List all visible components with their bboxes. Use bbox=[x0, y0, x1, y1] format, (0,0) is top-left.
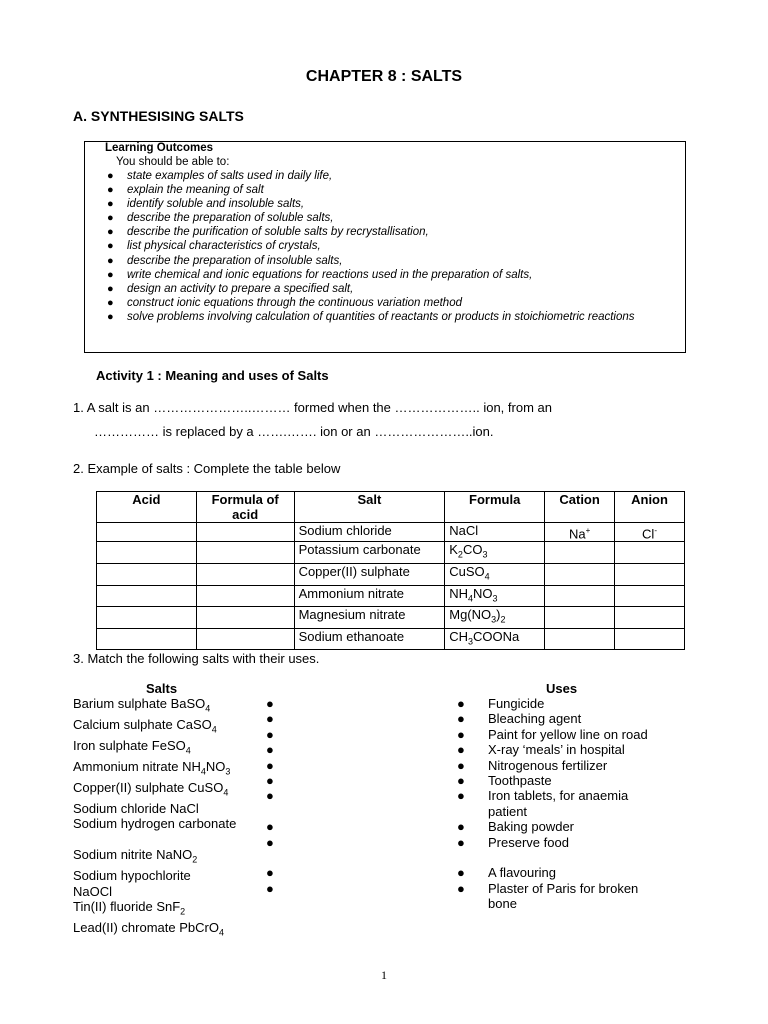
question-1-line-1: 1. A salt is an …………………..……… formed when the ……………….. ion, from an bbox=[73, 400, 552, 415]
acid-formula-cell[interactable] bbox=[196, 523, 294, 542]
match-dot-icon[interactable]: ● bbox=[266, 865, 274, 881]
salt-cell: Sodium chloride bbox=[294, 523, 445, 542]
match-dot-icon[interactable]: ● bbox=[457, 819, 465, 835]
spacer bbox=[73, 832, 236, 847]
salt-cell: Ammonium nitrate bbox=[294, 585, 445, 607]
match-dot-icon[interactable]: ● bbox=[266, 757, 274, 773]
cation-cell[interactable] bbox=[545, 607, 615, 629]
cation-cell[interactable] bbox=[545, 542, 615, 564]
acid-formula-cell[interactable] bbox=[196, 628, 294, 650]
match-dot-icon[interactable]: ● bbox=[266, 788, 274, 804]
table-row bbox=[97, 585, 685, 607]
formula-cell: $NH_4NO_3$ bbox=[445, 585, 545, 607]
table-row bbox=[97, 607, 685, 629]
match-dot-icon[interactable]: ● bbox=[266, 711, 274, 727]
page-title: CHAPTER 8 : SALTS bbox=[305, 68, 463, 85]
match-dot-icon[interactable]: ● bbox=[457, 834, 465, 850]
match-dot-icon[interactable]: ● bbox=[266, 880, 274, 896]
cation-cell[interactable] bbox=[545, 628, 615, 650]
learning-outcome-item: ● describe the preparation of soluble salts, bbox=[107, 212, 334, 225]
learning-outcomes-intro: You should be able to: bbox=[116, 156, 230, 168]
match-dot-icon[interactable]: ● bbox=[266, 726, 274, 742]
acid-cell[interactable] bbox=[97, 585, 197, 607]
match-dot-icon[interactable]: ● bbox=[457, 757, 465, 773]
anion-cell[interactable] bbox=[615, 563, 685, 585]
salt-item: Iron sulphate FeSO$_4$ bbox=[73, 738, 191, 756]
salt-item: Sodium hydrogen carbonate bbox=[73, 816, 237, 832]
salt-item-continued: NaOCl bbox=[73, 883, 113, 899]
table-row bbox=[97, 628, 685, 650]
match-dot-icon[interactable]: ● bbox=[266, 773, 274, 789]
header-acid: Acid bbox=[97, 492, 197, 523]
use-item: Paint for yellow line on road bbox=[488, 726, 648, 742]
match-dot-icon[interactable]: ● bbox=[457, 880, 465, 896]
match-dot-icon[interactable]: ● bbox=[266, 742, 274, 758]
match-dot-icon[interactable]: ● bbox=[457, 788, 465, 804]
salt-cell: Sodium ethanoate bbox=[294, 628, 445, 650]
use-item-continued: bone bbox=[488, 896, 517, 912]
match-dot-icon[interactable]: ● bbox=[457, 696, 465, 711]
bullet-icon: ● bbox=[107, 254, 114, 267]
bullet-icon: ● bbox=[107, 198, 114, 211]
learning-outcome-item: ● explain the meaning of salt bbox=[107, 184, 264, 197]
learning-outcome-item: ● list physical characteristics of crystals, bbox=[107, 240, 321, 253]
salts-heading: Salts bbox=[146, 681, 178, 696]
learning-outcome-item: ● construct ionic equations through the continuous variation method bbox=[107, 296, 462, 309]
table-row bbox=[97, 563, 685, 585]
use-item: Fungicide bbox=[488, 696, 545, 711]
use-item: A flavouring bbox=[488, 865, 556, 881]
header-anion: Anion bbox=[615, 492, 685, 523]
header-acid-formula: Formula of acid bbox=[196, 492, 294, 523]
salt-item: Barium sulphate BaSO$_4$ bbox=[73, 696, 211, 714]
bullet-icon: ● bbox=[107, 310, 114, 323]
match-dot-icon[interactable]: ● bbox=[457, 865, 465, 881]
use-item-continued: patient bbox=[488, 803, 528, 819]
match-dot-icon[interactable]: ● bbox=[457, 742, 465, 758]
page-number: 1 bbox=[381, 968, 387, 982]
acid-cell[interactable] bbox=[97, 523, 197, 542]
header-salt: Salt bbox=[294, 492, 445, 523]
acid-formula-cell[interactable] bbox=[196, 563, 294, 585]
uses-list bbox=[488, 696, 648, 912]
acid-formula-cell[interactable] bbox=[196, 607, 294, 629]
use-item: Nitrogenous fertilizer bbox=[488, 757, 608, 773]
anion-cell[interactable] bbox=[615, 607, 685, 629]
learning-outcomes-heading: Learning Outcomes bbox=[105, 142, 213, 154]
learning-outcome-item: ● design an activity to prepare a specified salt, bbox=[107, 282, 354, 295]
acid-cell[interactable] bbox=[97, 628, 197, 650]
match-dot-icon[interactable]: ● bbox=[266, 819, 274, 835]
use-item: Baking powder bbox=[488, 819, 574, 835]
bullet-icon: ● bbox=[107, 296, 114, 309]
bullet-icon: ● bbox=[107, 282, 114, 295]
salt-item: Ammonium nitrate $NH_4NO_3$ bbox=[73, 759, 231, 777]
bullet-icon: ● bbox=[107, 240, 114, 253]
bullet-icon: ● bbox=[107, 184, 114, 197]
question-3: 3. Match the following salts with their uses. bbox=[73, 651, 320, 666]
anion-cell[interactable] bbox=[615, 628, 685, 650]
cation-cell: Na+ bbox=[545, 523, 615, 542]
salt-cell: Potassium carbonate bbox=[294, 542, 445, 564]
learning-outcome-item: ● describe the purification of soluble salts by recrystallisation, bbox=[107, 226, 429, 239]
header-formula: Formula bbox=[445, 492, 545, 523]
use-item: Preserve food bbox=[488, 834, 569, 850]
salt-cell: Magnesium nitrate bbox=[294, 607, 445, 629]
table-row bbox=[97, 523, 685, 542]
formula-cell: $CH_3COONa$ bbox=[445, 628, 545, 650]
cation-cell[interactable] bbox=[545, 585, 615, 607]
uses-match-dots bbox=[457, 696, 465, 896]
learning-outcomes-box bbox=[84, 141, 686, 353]
learning-outcome-item: ● identify soluble and insoluble salts, bbox=[107, 198, 305, 211]
salt-item: Tin(II) fluoride SnF$_2$ bbox=[73, 899, 186, 917]
section-heading: A. SYNTHESISING SALTS bbox=[73, 108, 244, 124]
table-header-row bbox=[97, 492, 685, 523]
match-dot-icon[interactable]: ● bbox=[457, 773, 465, 789]
table-row bbox=[97, 542, 685, 564]
salt-item: Sodium hypochlorite bbox=[73, 868, 191, 884]
learning-outcome-item: ● describe the preparation of insoluble salts, bbox=[107, 254, 343, 267]
salt-item: Copper(II) sulphate CuSO$_4$ bbox=[73, 780, 229, 798]
learning-outcomes-list bbox=[107, 169, 675, 324]
use-item: Toothpaste bbox=[488, 773, 552, 789]
header-cation: Cation bbox=[545, 492, 615, 523]
match-dot-icon[interactable]: ● bbox=[457, 711, 465, 727]
formula-cell: NaCl bbox=[445, 523, 545, 542]
activity-heading: Activity 1 : Meaning and uses of Salts bbox=[96, 368, 329, 383]
acid-cell[interactable] bbox=[97, 563, 197, 585]
salt-item: Sodium chloride NaCl bbox=[73, 801, 199, 816]
match-dot-icon[interactable]: ● bbox=[266, 834, 274, 850]
anion-cell: Cl- bbox=[615, 523, 685, 542]
formula-cell: $K_2CO_3$ bbox=[445, 542, 545, 564]
bullet-icon: ● bbox=[107, 212, 114, 225]
bullet-icon: ● bbox=[107, 226, 114, 239]
acid-cell[interactable] bbox=[97, 607, 197, 629]
salts-match-dots bbox=[266, 696, 274, 896]
acid-formula-cell[interactable] bbox=[196, 585, 294, 607]
cation-cell[interactable] bbox=[545, 563, 615, 585]
anion-cell[interactable] bbox=[615, 585, 685, 607]
salts-list bbox=[73, 696, 236, 941]
match-dot-icon[interactable]: ● bbox=[266, 696, 274, 711]
salts-table bbox=[96, 491, 685, 650]
acid-formula-cell[interactable] bbox=[196, 542, 294, 564]
match-dot-icon[interactable]: ● bbox=[457, 726, 465, 742]
salt-item: Lead(II) chromate PbCrO$_4$ bbox=[73, 920, 224, 938]
learning-outcome-item: ● write chemical and ionic equations for reactions used in the preparation of salts, bbox=[107, 268, 533, 281]
anion-cell[interactable] bbox=[615, 542, 685, 564]
acid-cell[interactable] bbox=[97, 542, 197, 564]
salt-cell: Copper(II) sulphate bbox=[294, 563, 445, 585]
salt-item: Sodium nitrite NaNO$_2$ bbox=[73, 847, 198, 865]
formula-cell: $Mg(NO_3)_2$ bbox=[445, 607, 545, 629]
learning-outcome-item: ● solve problems involving calculation of quantities of reactants or products in stoichiometric reactions bbox=[107, 310, 635, 323]
uses-heading: Uses bbox=[546, 681, 578, 696]
use-item: Iron tablets, for anaemia bbox=[488, 788, 629, 804]
use-item: X-ray ‘meals’ in hospital bbox=[488, 742, 625, 758]
question-1-line-2: …………… is replaced by a …….……. ion or an …………………..ion. bbox=[94, 424, 494, 439]
salt-item: Calcium sulphate CaSO$_4$ bbox=[73, 717, 217, 735]
bullet-icon: ● bbox=[107, 170, 114, 182]
use-item: Plaster of Paris for broken bbox=[488, 880, 639, 896]
use-item: Bleaching agent bbox=[488, 711, 582, 727]
learning-outcome-item: ● state examples of salts used in daily life, bbox=[107, 170, 333, 182]
bullet-icon: ● bbox=[107, 268, 114, 281]
formula-cell: CuSO$_4$ bbox=[445, 563, 545, 585]
question-2: 2. Example of salts : Complete the table below bbox=[73, 461, 341, 476]
